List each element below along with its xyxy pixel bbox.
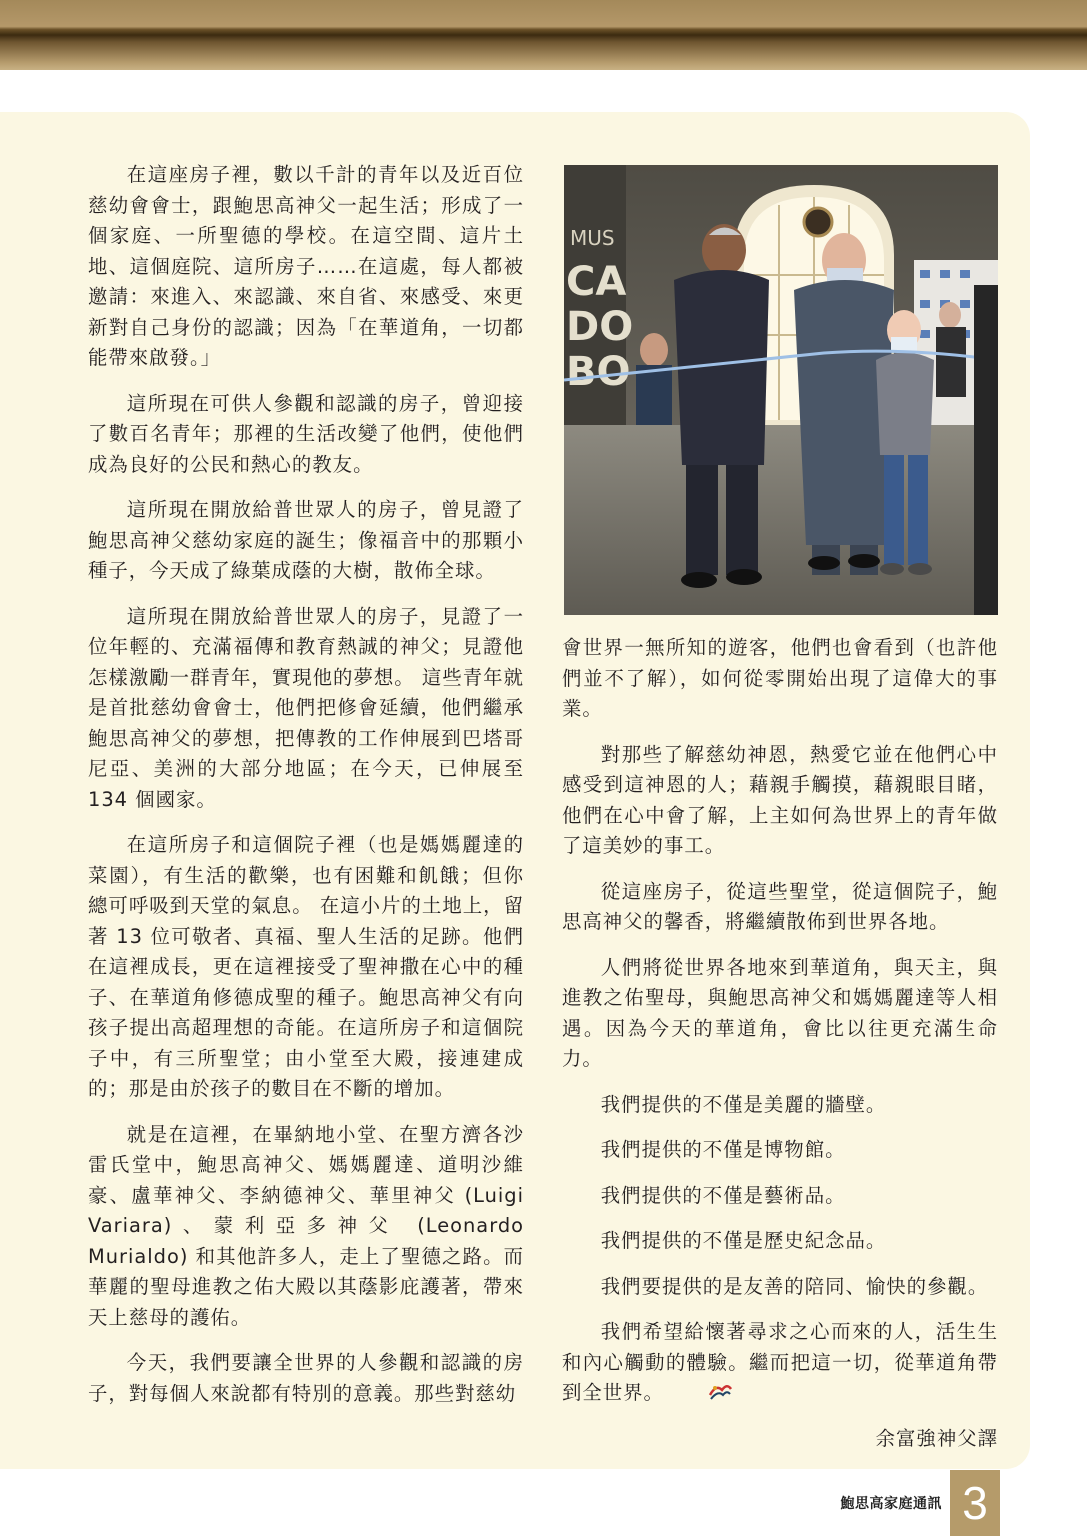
- final-paragraph: [562, 1317, 998, 1409]
- paragraph: 我們提供的不僅是美麗的牆壁。: [600, 1092, 887, 1116]
- paragraph: 從這座房子，從這些聖堂，從這個院子，鮑思高神父的馨香，將繼續散佈到世界各地。: [562, 879, 998, 933]
- paragraph: 人們將從世界各地來到華道角，與天主，與進教之佑聖母，與鮑思高神父和媽媽麗達等人相遇。因為今天的華道角，會比以往更充滿生命力。: [562, 955, 998, 1070]
- top-decorative-band: [0, 0, 1087, 70]
- final-paragraph-text: 我們希望給懷著尋求之心而來的人，活生生和內心觸動的體驗。繼而把這一切，從華道角帶到全世界。: [562, 1320, 998, 1404]
- wall-sign-line: DO: [566, 304, 634, 350]
- wall-sign-line: BO: [566, 349, 631, 395]
- page-number: 3: [962, 1477, 988, 1529]
- paragraph: 我們提供的不僅是藝術品。: [600, 1183, 846, 1207]
- publication-name: 鮑思高家庭通訊: [840, 1496, 942, 1512]
- paragraph: 這所現在開放給普世眾人的房子，見證了一位年輕的、充滿福傳和教育熱誠的神父；見證他怎樣激勵一群青年，實現他的夢想。 這些青年就是首批慈幼會會士，他們把修會延續，他們繼承鮑思高神父的夢想，把傳教的工作伸展到巴塔哥尼亞、美洲的大部分地區；在今天，已伸展至 134 個國家。: [88, 604, 524, 811]
- paragraph: 這所現在開放給普世眾人的房子，曾見證了鮑思高神父慈幼家庭的誕生；像福音中的那顆小種子，今天成了綠葉成蔭的大樹，散佈全球。: [88, 498, 524, 582]
- ribbon-cutting-photo: [564, 165, 998, 615]
- salesian-emblem-icon: [668, 1381, 694, 1403]
- paragraph: 這所現在可供人參觀和認識的房子，曾迎接了數百名青年；那裡的生活改變了他們，使他們成為良好的公民和熱心的教友。: [88, 391, 524, 476]
- paragraph: 在這所房子和這個院子裡（也是媽媽麗達的菜園），有生活的歡樂，也有困難和飢餓；但你總可呼吸到天堂的氣息。 在這小片的土地上，留著 13 位可敬者、真福、聖人生活的足跡。他們在這裡成長，更在這裡接受了聖神撒在心中的種子、在華道角修德成聖的種子。鮑思高神父有向孩子提出高超理想的奇能。在這所房子和這個院子中，有三所聖堂；由小堂至大殿，接連建成的；那是由於孩子的數目在不斷的增加。: [88, 833, 524, 1100]
- left-text-column: [88, 160, 524, 1424]
- paragraph: 我們提供的不僅是歷史紀念品。: [600, 1229, 887, 1252]
- translator-signature: 余富強神父譯: [875, 1426, 998, 1450]
- paragraph-continuation: 會世界一無所知的遊客，他們也會看到（也許他們並不了解），如何從零開始出現了這偉大的事業。: [562, 636, 998, 720]
- paragraph: 在這座房子裡，數以千計的青年以及近百位慈幼會會士，跟鮑思高神父一起生活；形成了一個家庭、一所聖德的學校。在這空間、這片土地、這個庭院、這所房子……在這處，每人都被邀請：來進入、來認識、來自省、來感受、來更新對自己身份的認識；因為「在華道角，一切都能帶來啟發。」: [88, 163, 524, 369]
- paragraph: 對那些了解慈幼神恩，熱愛它並在他們心中感受到這神恩的人；藉親手觸摸，藉親眼目睹，他們在心中會了解，上主如何為世界上的青年做了這美妙的事工。: [562, 742, 998, 857]
- paragraph: 今天，我們要讓全世界的人參觀和認識的房子，對每個人來說都有特別的意義。那些對慈幼: [88, 1351, 524, 1405]
- right-text-column: [562, 633, 998, 1469]
- wall-sign-line: CA: [566, 259, 627, 305]
- paragraph: 我們要提供的是友善的陪同、愉快的參觀。: [600, 1274, 989, 1298]
- wall-sign-line: MUS: [570, 226, 615, 250]
- paragraph: 我們提供的不僅是博物館。: [600, 1138, 846, 1161]
- paragraph: 就是在這裡，在畢納地小堂、在聖方濟各沙雷氏堂中，鮑思高神父、媽媽麗達、道明沙維豪、盧華神父、李納德神父、華里神父 (Luigi Variara)、蒙利亞多神父 (Leonardo Murialdo) 和其他許多人，走上了聖德之路。而華麗的聖母進教之佑大殿以其蔭影庇護著，帶來天上慈母的護佑。: [88, 1122, 524, 1329]
